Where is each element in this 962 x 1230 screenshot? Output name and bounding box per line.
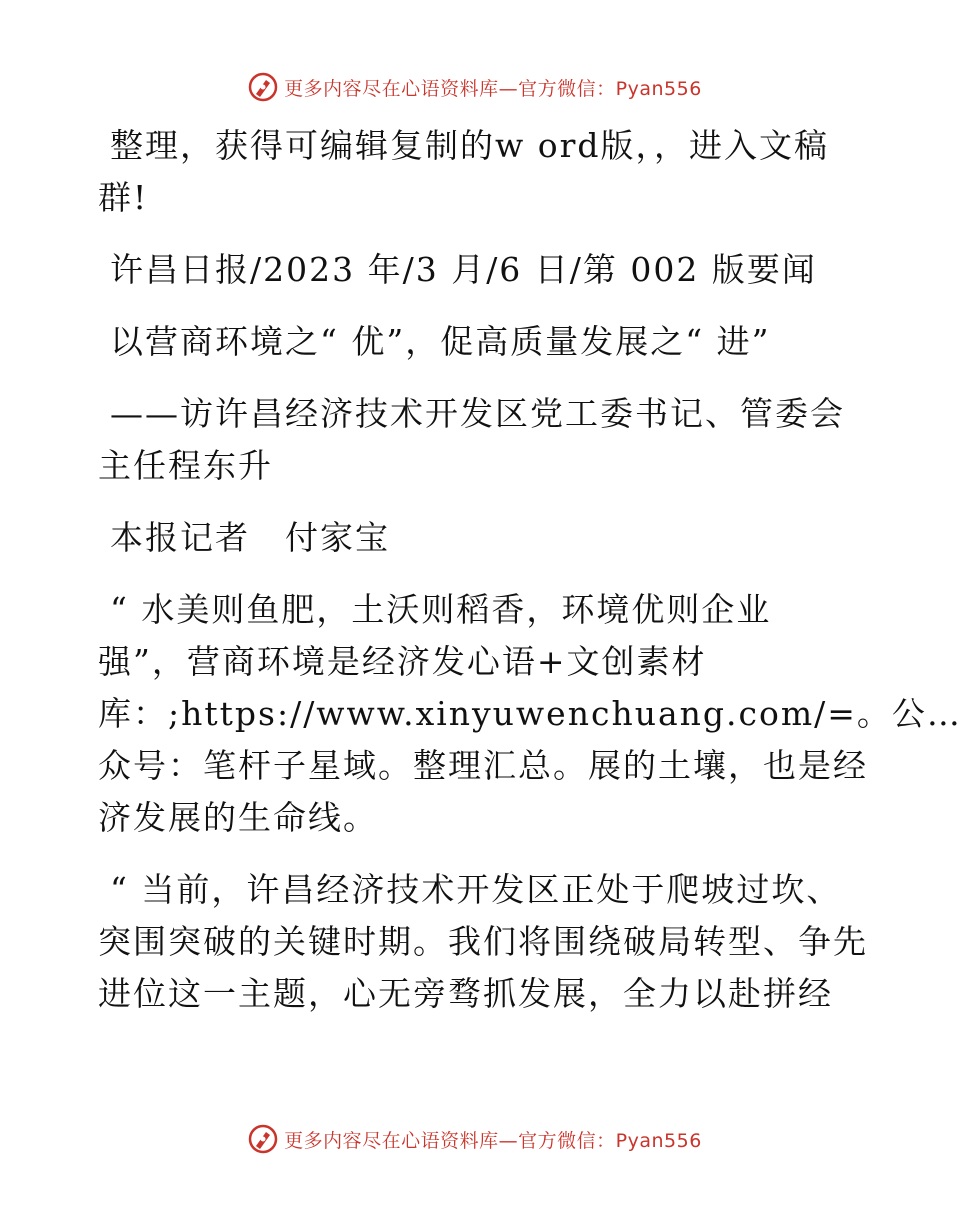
text-line: “ 当前，许昌经济技术开发区正处于爬坡过坎、 (110, 870, 842, 909)
text-line: 强”，营商环境是经济发心语+文创素材 (98, 642, 707, 681)
paragraph-body-1 (98, 584, 962, 844)
text-line: “ 水美则鱼肥，土沃则稻香，环境优则企业 (110, 590, 772, 629)
pen-logo-icon (248, 1124, 278, 1154)
watermark-header (0, 72, 950, 102)
watermark-text: 更多内容尽在心语资料库—官方微信：Pyan556 (284, 1129, 702, 1152)
text-line: 本报记者 付家宝 (110, 518, 390, 557)
text-line: ——访许昌经济技术开发区党工委书记、管委会 (110, 394, 845, 433)
byline (98, 512, 858, 564)
text-line: 整理，获得可编辑复制的w ord版，，进入文稿 (110, 126, 830, 165)
paragraph-body-2 (98, 864, 868, 1020)
watermark-footer (0, 1124, 950, 1154)
text-line: 许昌日报/2023 年/3 月/6 日/第 002 版要闻 (110, 250, 817, 289)
text-line: 进位这一主题，心无旁骛抓发展，全力以赴拼经 (98, 974, 833, 1013)
text-line: 主任程东升 (98, 446, 273, 485)
text-line: 以营商环境之“ 优”，促高质量发展之“ 进” (110, 322, 771, 361)
watermark-text: 更多内容尽在心语资料库—官方微信：Pyan556 (284, 77, 702, 100)
article-subtitle (98, 388, 858, 492)
article-title (98, 316, 858, 368)
source-line (98, 244, 858, 296)
document-body (98, 120, 962, 1040)
text-line: 众号：笔杆子星域。整理汇总。展的土壤，也是经 (98, 746, 868, 785)
text-line: 库：;https://www.xinyuwenchuang.com/=。公… (98, 694, 962, 733)
paragraph-intro (98, 120, 858, 224)
text-line: 群! (98, 178, 149, 217)
text-line: 济发展的生命线。 (98, 798, 378, 837)
text-line: 突围突破的关键时期。我们将围绕破局转型、争先 (98, 922, 868, 961)
pen-logo-icon (248, 72, 278, 102)
